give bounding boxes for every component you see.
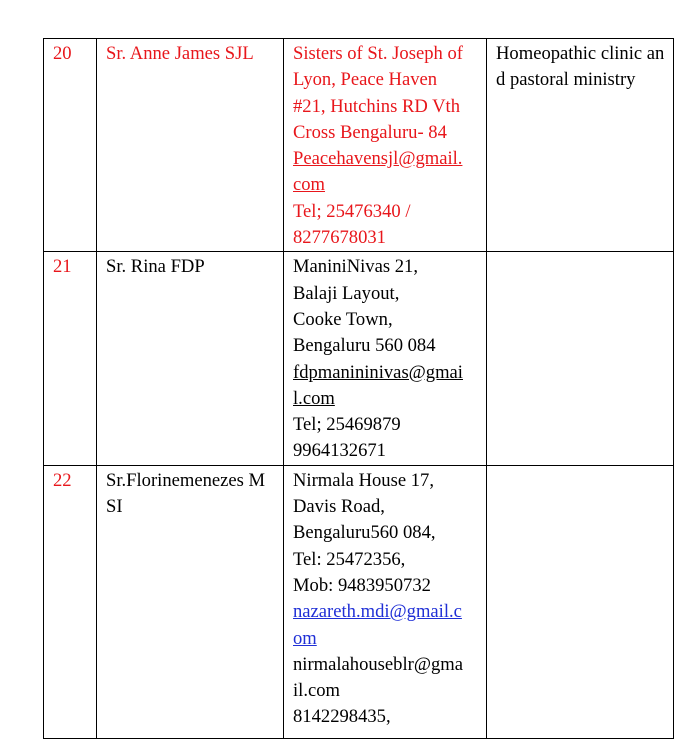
email-link[interactable]: nazareth.mdi@gmail.c bbox=[293, 601, 462, 623]
email-link[interactable]: l.com bbox=[293, 387, 335, 409]
address-line: Bengaluru 560 084 bbox=[293, 335, 436, 357]
address-line: Balaji Layout, bbox=[293, 282, 400, 304]
ministry-description: Homeopathic clinic and pastoral ministry bbox=[487, 39, 674, 252]
phone-line: Tel: 25472356, bbox=[293, 548, 406, 570]
ministry-description bbox=[487, 465, 674, 738]
serial-number: 20 bbox=[44, 39, 97, 252]
address-line: Cross Bengaluru- 84 bbox=[293, 121, 447, 143]
email-text: il.com bbox=[293, 680, 340, 702]
table-row bbox=[44, 39, 674, 252]
serial-number: 22 bbox=[44, 465, 97, 738]
address-line: Lyon, Peace Haven bbox=[293, 69, 438, 91]
table-row bbox=[44, 252, 674, 465]
address-line: Cooke Town, bbox=[293, 308, 393, 330]
email-link[interactable]: fdpmanininivas@gmai bbox=[293, 361, 463, 383]
email-link[interactable]: om bbox=[293, 627, 317, 649]
member-name: Sr. Rina FDP bbox=[97, 252, 284, 465]
contact-details bbox=[284, 465, 487, 738]
mobile-line: Mob: 9483950732 bbox=[293, 574, 431, 596]
serial-number: 21 bbox=[44, 252, 97, 465]
address-line: Davis Road, bbox=[293, 496, 385, 518]
contact-details bbox=[284, 39, 487, 252]
email-text: nirmalahouseblr@gma bbox=[293, 653, 463, 675]
address-line: Nirmala House 17, bbox=[293, 469, 434, 491]
address-line: Sisters of St. Joseph of bbox=[293, 43, 463, 64]
email-link[interactable]: com bbox=[293, 174, 326, 196]
directory-table bbox=[43, 38, 674, 739]
phone-line: Tel; 25469879 bbox=[293, 414, 401, 436]
ministry-description bbox=[487, 252, 674, 465]
phone-line: 8142298435, bbox=[293, 706, 391, 728]
email-link[interactable]: Peacehavensjl@gmail. bbox=[293, 148, 463, 170]
member-name: Sr.Florinemenezes MSI bbox=[97, 465, 284, 738]
phone-line: 9964132671 bbox=[293, 440, 386, 462]
table-row bbox=[44, 465, 674, 738]
member-name: Sr. Anne James SJL bbox=[97, 39, 284, 252]
address-line: #21, Hutchins RD Vth bbox=[293, 95, 461, 117]
address-line: ManiniNivas 21, bbox=[293, 256, 418, 278]
address-line: Bengaluru560 084, bbox=[293, 522, 436, 544]
phone-line: 8277678031 bbox=[293, 227, 386, 249]
phone-line: Tel; 25476340 / bbox=[293, 200, 411, 222]
contact-details bbox=[284, 252, 487, 465]
